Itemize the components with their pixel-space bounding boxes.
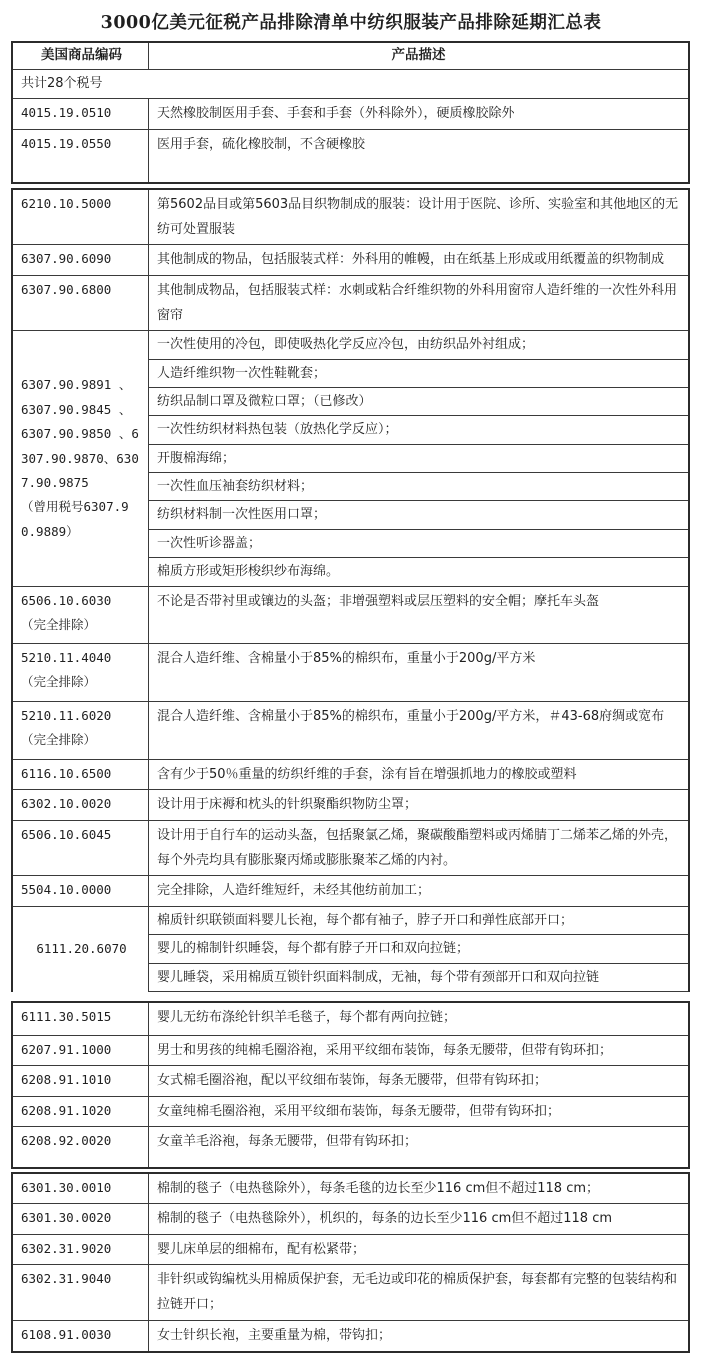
- table-row: [13, 1003, 688, 1036]
- code-line: 6208.92.0020: [21, 1132, 112, 1148]
- desc-cell: 设计用于床褥和枕头的针织聚酯织物防尘罩；: [157, 797, 418, 813]
- desc-cell: 婴儿床单层的细棉布，配有松紧带；: [157, 1241, 366, 1257]
- table-row: [13, 644, 688, 702]
- code-cell: [13, 1265, 149, 1320]
- desc-cell: 医用手套，硫化橡胶制，不含硬橡胶: [157, 136, 366, 152]
- desc-subrow: 棉质针织联锁面料婴儿长袍，每个都有袖子，脖子开口和弹性底部开口；: [149, 907, 688, 935]
- code-line: 6301.30.0020: [21, 1210, 112, 1226]
- desc-cell: 混合人造纤维、含棉量小于85%的棉织布，重量小于200g/平方米，＃43-68府绸或宽布: [157, 709, 665, 725]
- summary-text: 共计28个税号: [21, 75, 103, 91]
- code-cell: [13, 644, 149, 701]
- code-cell: [13, 190, 149, 245]
- table-row: [13, 760, 688, 790]
- table-row: [13, 1066, 688, 1096]
- table-row: [13, 790, 688, 820]
- code-cell: [13, 331, 149, 586]
- desc-cell: 女士针织长袍，主要重量为棉，带钩扣；: [157, 1327, 392, 1343]
- desc-subrow: 开腹棉海绵；: [149, 445, 688, 473]
- table-section: [11, 1172, 690, 1353]
- desc-cell: 第5602品目或第5603品目织物制成的服装：设计用于医院、诊所、实验室和其他地区的无纺可处置服装: [157, 196, 679, 237]
- desc-cell: 不论是否带衬里或镶边的头盔；非增强塑料或层压塑料的安全帽；摩托车头盔: [157, 594, 600, 610]
- table-row: [13, 1036, 688, 1066]
- desc-subrow: 一次性听诊器盖；: [149, 530, 688, 558]
- desc-subrow: 婴儿的棉制针织睡袋，每个都有脖子开口和双向拉链；: [149, 935, 688, 963]
- table-section: [11, 1001, 690, 1169]
- table-row: [13, 1127, 688, 1167]
- code-cell: [13, 1204, 149, 1233]
- desc-cell: 男士和男孩的纯棉毛圈浴袍，采用平纹细布装饰，每条无腰带，但带有钩环扣；: [157, 1042, 613, 1058]
- exclusion-table: [0, 41, 702, 1353]
- code-line: 6307.90.9891 、 6307.90.9845 、 6307.90.9850 、6307.90.9870、6307.90.9875: [21, 377, 139, 490]
- desc-cell: 女式棉毛圈浴袍，配以平纹细布装饰，每条无腰带，但带有钩环扣；: [157, 1073, 548, 1089]
- code-line: 6116.10.6500: [21, 766, 112, 782]
- table-row: [13, 1097, 688, 1127]
- column-header-desc: 产品描述: [391, 47, 446, 63]
- table-row: [13, 907, 688, 992]
- code-line: 6111.20.6070: [36, 941, 127, 957]
- table-row: [13, 1321, 688, 1351]
- code-cell: [13, 1321, 149, 1351]
- code-line: 6210.10.5000: [21, 195, 112, 211]
- desc-subrow: 人造纤维织物一次性鞋靴套；: [149, 360, 688, 388]
- code-line: （完全排除）: [21, 732, 97, 748]
- code-cell: [13, 1036, 149, 1065]
- code-cell: [13, 245, 149, 274]
- code-cell: [13, 1127, 149, 1167]
- code-cell: [13, 1003, 149, 1035]
- desc-subrow: 一次性血压袖套纺织材料；: [149, 473, 688, 501]
- desc-cell: [149, 907, 688, 992]
- desc-subrow: 婴儿睡袋，采用棉质互锁针织面料制成，无袖，每个带有颈部开口和双向拉链: [149, 964, 688, 992]
- desc-cell: 棉制的毯子（电热毯除外），每条毛毯的边长至少116 cm但不超过118 cm；: [157, 1180, 600, 1196]
- table-row: [13, 1204, 688, 1234]
- desc-subrow: 一次性纺织材料热包装（放热化学反应）；: [149, 416, 688, 444]
- table-row: [13, 821, 688, 877]
- code-line: 6307.90.6800: [21, 281, 112, 297]
- code-line: （完全排除）: [21, 674, 97, 690]
- code-cell: [13, 702, 149, 759]
- code-line: 6506.10.6030: [21, 593, 112, 609]
- code-cell: [13, 876, 149, 905]
- code-line: 4015.19.0510: [21, 105, 112, 121]
- desc-subrow: 纺织品制口罩及微粒口罩；（已修改）: [149, 388, 688, 416]
- code-cell: [13, 130, 149, 182]
- desc-cell: 含有少于50％重量的纺织纤维的手套，涂有旨在增强抓地力的橡胶或塑料: [157, 767, 577, 783]
- page-title: 3000亿美元征税产品排除清单中纺织服装产品排除延期汇总表: [100, 13, 602, 33]
- table-row: [13, 1174, 688, 1204]
- code-cell: [13, 276, 149, 331]
- code-line: （完全排除）: [21, 617, 97, 633]
- code-line: 6302.10.0020: [21, 796, 112, 812]
- table-header-row: [13, 43, 688, 70]
- code-line: 5210.11.6020: [21, 708, 112, 724]
- code-line: 6302.31.9020: [21, 1240, 112, 1256]
- desc-cell: [149, 331, 688, 586]
- code-cell: [13, 1097, 149, 1126]
- code-line: 6506.10.6045: [21, 826, 112, 842]
- desc-subrow: 纺织材料制一次性医用口罩；: [149, 501, 688, 529]
- desc-subrow: 棉质方形或矩形梭织纱布海绵。: [157, 564, 340, 580]
- code-line: 6307.90.6090: [21, 251, 112, 267]
- desc-cell: 婴儿无纺布涤纶针织羊毛毯子，每个都有两向拉链；: [157, 1009, 457, 1025]
- code-line: 6302.31.9040: [21, 1270, 112, 1286]
- code-line: 5504.10.0000: [21, 882, 112, 898]
- code-cell: [13, 821, 149, 876]
- desc-cell: 完全排除，人造纤维短纤，未经其他纺前加工；: [157, 883, 431, 899]
- code-cell: [13, 1066, 149, 1095]
- desc-cell: 混合人造纤维、含棉量小于85%的棉织布，重量小于200g/平方米: [157, 651, 536, 667]
- code-cell: [13, 790, 149, 819]
- code-line: （曾用税号6307.90.9889）: [21, 499, 129, 539]
- code-cell: [13, 1174, 149, 1203]
- desc-cell: 女童羊毛浴袍，每条无腰带，但带有钩环扣；: [157, 1133, 418, 1149]
- table-section: [11, 188, 690, 992]
- desc-cell: 棉制的毯子（电热毯除外），机织的，每条的边长至少116 cm但不超过118 cm: [157, 1211, 613, 1227]
- table-row: [13, 876, 688, 906]
- code-line: 4015.19.0550: [21, 135, 112, 151]
- table-row: [13, 702, 688, 760]
- table-row: [13, 245, 688, 275]
- desc-cell: 女童纯棉毛圈浴袍，采用平纹细布装饰，每条无腰带，但带有钩环扣；: [157, 1103, 561, 1119]
- code-line: 6208.91.1010: [21, 1072, 112, 1088]
- code-line: 6301.30.0010: [21, 1179, 112, 1195]
- table-section: [11, 41, 690, 184]
- desc-cell: 天然橡胶制医用手套、手套和手套（外科除外），硬质橡胶除外: [157, 106, 515, 122]
- table-row: [13, 1265, 688, 1321]
- code-line: 6208.91.1020: [21, 1102, 112, 1118]
- table-row: [13, 99, 688, 129]
- column-header-code: 美国商品编码: [13, 43, 149, 69]
- table-row: [13, 587, 688, 644]
- table-row: [13, 276, 688, 332]
- table-row: [13, 190, 688, 246]
- code-line: 6111.30.5015: [21, 1008, 112, 1024]
- desc-cell: 其他制成物品，包括服装式样：水刺或粘合纤维织物的外科用窗帘人造纤维的一次性外科用窗帘: [157, 282, 678, 323]
- code-line: 5210.11.4040: [21, 650, 112, 666]
- code-cell: [13, 99, 149, 128]
- code-cell: [13, 1235, 149, 1264]
- summary-row: [13, 70, 688, 100]
- desc-cell: 非针织或钩编枕头用棉质保护套，无毛边或印花的棉质保护套，每套都有完整的包装结构和拉链开口；: [157, 1271, 678, 1313]
- table-row: [13, 130, 688, 182]
- desc-cell: 设计用于自行车的运动头盔，包括聚氯乙烯，聚碳酸酯塑料或丙烯腈丁二烯苯乙烯的外壳，每个外壳均具有膨胀聚丙烯或膨胀聚苯乙烯的内衬。: [157, 827, 678, 869]
- desc-subrow: 一次性使用的冷包，即使吸热化学反应冷包，由纺织品外衬组成；: [149, 331, 688, 359]
- code-cell: [13, 907, 149, 992]
- code-cell: [13, 587, 149, 643]
- table-row: [13, 1235, 688, 1265]
- table-row: [13, 331, 688, 587]
- desc-cell: 其他制成的物品，包括服装式样：外科用的帷幔，由在纸基上形成或用纸覆盖的织物制成: [157, 252, 665, 268]
- code-line: 6108.91.0030: [21, 1326, 112, 1342]
- code-line: 6207.91.1000: [21, 1041, 112, 1057]
- code-cell: [13, 760, 149, 789]
